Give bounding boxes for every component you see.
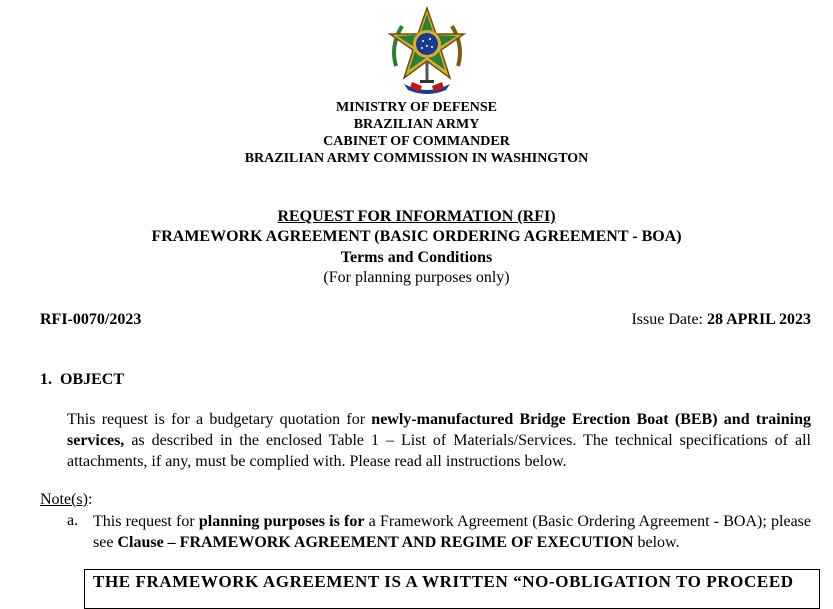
section-object-heading: 1. OBJECT (40, 371, 125, 388)
note-a-part1: This request for (93, 513, 199, 530)
header-commission: BRAZILIAN ARMY COMMISSION IN WASHINGTON (244, 151, 589, 166)
header-army: BRAZILIAN ARMY (353, 117, 480, 132)
object-text-2: as described in the enclosed Table 1 – List of Materials/Services. The technical specifications of all attachments, if any, must be complied with. Please read all instructions below. (67, 432, 811, 470)
rfi-number: RFI-0070/2023 (40, 311, 142, 328)
army-seal (386, 6, 468, 96)
document-title (0, 207, 833, 227)
header-ministry: MINISTRY OF DEFENSE (335, 100, 498, 115)
notes-label-text: Note(s) (40, 491, 88, 508)
note-a-part2: planning purposes is for (198, 513, 365, 530)
terms-heading: Terms and Conditions (340, 249, 493, 266)
header-cabinet: CABINET OF COMMANDER (323, 134, 510, 149)
note-a-clause: Clause – FRAMEWORK AGREEMENT AND REGIME OF EXECUTION (117, 534, 634, 551)
issue-date-label: Issue Date: (631, 311, 707, 328)
note-a-text (93, 511, 811, 553)
note-a-part5: below. (633, 534, 680, 551)
note-a-marker: a. (67, 512, 79, 529)
notes-colon: : (87, 491, 93, 508)
object-paragraph (67, 409, 811, 472)
planning-note: (For planning purposes only) (323, 269, 510, 286)
note-a-part3: a Framework Agreement (Basic Ordering Agreement - BOA); please see (93, 513, 811, 551)
document-subtitle: FRAMEWORK AGREEMENT (BASIC ORDERING AGREEMENT - BOA) (151, 228, 682, 245)
framework-notice-text: THE FRAMEWORK AGREEMENT IS A WRITTEN “NO-OBLIGATION TO PROCEED (93, 572, 794, 591)
object-item-highlight: newly-manufactured Bridge Erection Boat (BEB) and training services, (67, 411, 811, 449)
framework-notice-box (84, 569, 820, 609)
coat-of-arms-icon (386, 6, 468, 96)
object-text-1: This request is for a budgetary quotation for (67, 411, 372, 428)
notes-label (40, 490, 92, 510)
rfi-title: REQUEST FOR INFORMATION (RFI) (277, 208, 556, 225)
issue-date-line (631, 310, 811, 330)
issue-date-value: 28 APRIL 2023 (706, 311, 811, 328)
